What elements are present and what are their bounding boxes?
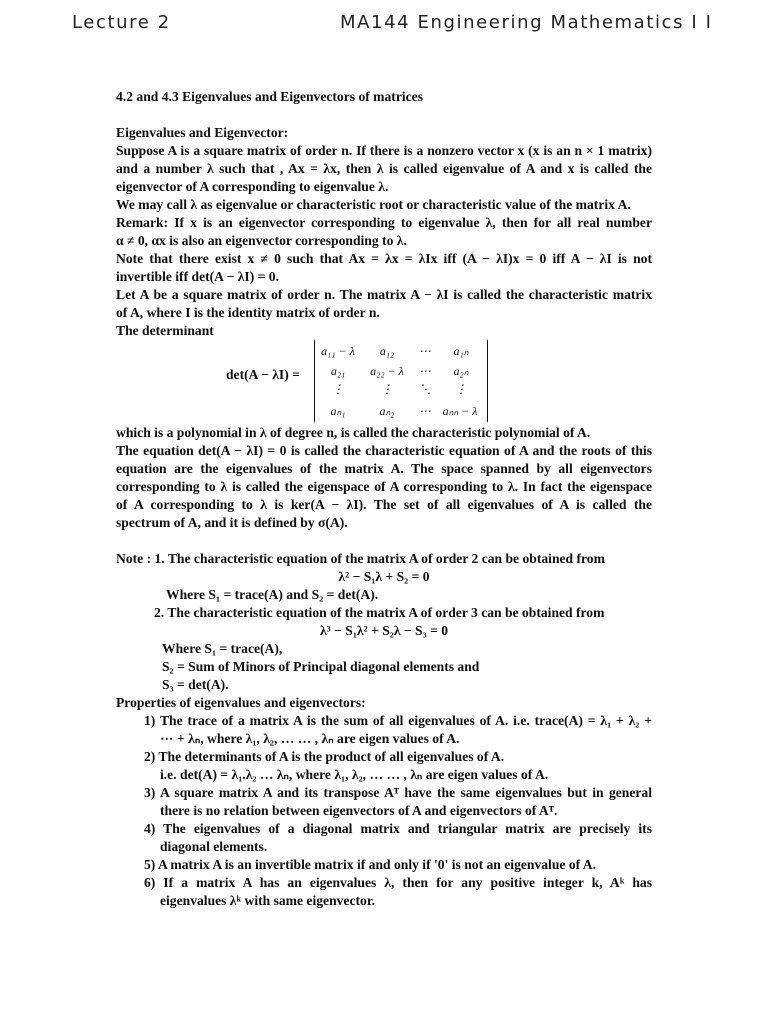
matrix-cell: ⋯ bbox=[419, 364, 431, 378]
property-3-cont: there is no relation between eigenvectors of A and eigenvectors of Aᵀ. bbox=[160, 803, 558, 818]
matrix-cell: ⋯ bbox=[419, 404, 431, 418]
matrix-cell: a₂₂ − λ bbox=[370, 364, 404, 378]
text-line: of A corresponding to λ is ker(A − λI). The set of all eigenvalues of A is called the bbox=[116, 497, 652, 512]
property-4: 4) The eigenvalues of a diagonal matrix and triangular matrix are precisely its bbox=[144, 821, 652, 836]
text-line: and a number λ such that , Ax = λx, then λ is called eigenvalue of A and x is called the bbox=[116, 161, 652, 176]
matrix-cell: aₙₙ − λ bbox=[442, 404, 478, 418]
property-4-cont: diagonal elements. bbox=[160, 839, 268, 854]
remark-line: Remark: If x is an eigenvector corresponding to eigenvalue λ, then for all real number bbox=[116, 215, 652, 230]
text-line: Note that there exist x ≠ 0 such that Ax = λx = λIx iff (A − λI)x = 0 iff A − λI is not bbox=[116, 251, 652, 266]
text-line: spectrum of A, and it is defined by σ(A). bbox=[116, 515, 348, 530]
matrix-cell: ⋮ bbox=[332, 382, 344, 396]
text-line: The determinant bbox=[116, 323, 214, 338]
property-1: 1) The trace of a matrix A is the sum of all eigenvalues of A. i.e. trace(A) = λ₁ + λ₂ + bbox=[144, 713, 652, 728]
property-1-cont: ⋯ + λₙ, where λ₁, λ₂, … … , λₙ are eigen values of A. bbox=[160, 731, 460, 746]
matrix-cell: a₁₂ bbox=[379, 344, 395, 358]
header-course: MA144 Engineering Mathematics I I bbox=[340, 12, 713, 33]
note-where-1: Where S₁ = trace(A) and S₂ = det(A). bbox=[166, 587, 379, 602]
equation-order-2: λ² − S₁λ + S₂ = 0 bbox=[338, 569, 430, 584]
matrix-cell: ⋱ bbox=[419, 382, 431, 396]
matrix-cell: ⋮ bbox=[455, 382, 467, 396]
text-line: which is a polynomial in λ of degree n, is called the characteristic polynomial of A. bbox=[116, 425, 591, 440]
note-where-2c: S₃ = det(A). bbox=[162, 677, 229, 692]
matrix-cell: ⋯ bbox=[419, 344, 431, 358]
determinant-matrix bbox=[314, 340, 488, 422]
properties-heading: Properties of eigenvalues and eigenvectors: bbox=[116, 695, 366, 710]
text-line: Let A be a square matrix of order n. The matrix A − λI is called the characteristic matrix bbox=[116, 287, 652, 302]
matrix-cell: a₁₁ − λ bbox=[321, 344, 355, 358]
property-6: 6) If a matrix A has an eigenvalues λ, then for any positive integer k, Aᵏ has bbox=[144, 875, 652, 890]
note-2: 2. The characteristic equation of the matrix A of order 3 can be obtained from bbox=[154, 605, 605, 620]
text-line: of A, where I is the identity matrix of order n. bbox=[116, 305, 380, 320]
header-lecture: Lecture 2 bbox=[72, 12, 171, 33]
text-line: We may call λ as eigenvalue or characteristic root or characteristic value of the matrix A. bbox=[116, 197, 631, 212]
det-label: det(A − λI) = bbox=[226, 367, 300, 382]
matrix-cell: a₁ₙ bbox=[453, 344, 469, 358]
text-line: equation are the eigenvalues of the matrix A. The space spanned by all eigenvectors bbox=[116, 461, 652, 476]
equation-order-3: λ³ − S₁λ² + S₂λ − S₃ = 0 bbox=[319, 623, 449, 638]
property-6-cont: eigenvalues λᵏ with same eigenvector. bbox=[160, 893, 375, 908]
property-5: 5) A matrix A is an invertible matrix if and only if '0' is not an eigenvalue of A. bbox=[144, 857, 597, 872]
matrix-cell: ⋮ bbox=[381, 382, 393, 396]
page-title: 4.2 and 4.3 Eigenvalues and Eigenvectors of matrices bbox=[116, 89, 423, 104]
note-where-2b: S₂ = Sum of Minors of Principal diagonal elements and bbox=[162, 659, 480, 674]
text-line: α ≠ 0, αx is also an eigenvector corresponding to λ. bbox=[116, 233, 407, 248]
property-2: 2) The determinants of A is the product of all eigenvalues of A. bbox=[144, 749, 505, 764]
section-heading: Eigenvalues and Eigenvector: bbox=[116, 125, 289, 140]
matrix-cell: aₙ₁ bbox=[330, 404, 346, 418]
matrix-cell: aₙ₂ bbox=[379, 404, 395, 418]
note-where-2a: Where S₁ = trace(A), bbox=[162, 641, 283, 656]
document-body bbox=[116, 88, 652, 910]
matrix-cell: a₂₁ bbox=[330, 364, 346, 378]
property-3: 3) A square matrix A and its transpose Aᵀ have the same eigenvalues but in general bbox=[144, 785, 652, 800]
matrix-cell: a₂ₙ bbox=[453, 364, 469, 378]
text-line: Suppose A is a square matrix of order n. If there is a nonzero vector x (x is an n × 1 matrix) bbox=[116, 143, 652, 158]
text-line: corresponding to λ is called the eigenspace of A corresponding to λ. In fact the eigenspace bbox=[116, 479, 652, 494]
property-2-cont: i.e. det(A) = λ₁.λ₂ … λₙ, where λ₁, λ₂, … … , λₙ are eigen values of A. bbox=[160, 767, 549, 782]
text-line: The equation det(A − λI) = 0 is called the characteristic equation of A and the roots of this bbox=[116, 443, 652, 458]
text-line: eigenvector of A corresponding to eigenvalue λ. bbox=[116, 179, 389, 194]
note-1: Note : 1. The characteristic equation of the matrix A of order 2 can be obtained from bbox=[116, 551, 605, 566]
determinant-block bbox=[116, 340, 652, 424]
text-line: invertible iff det(A − λI) = 0. bbox=[116, 269, 279, 284]
